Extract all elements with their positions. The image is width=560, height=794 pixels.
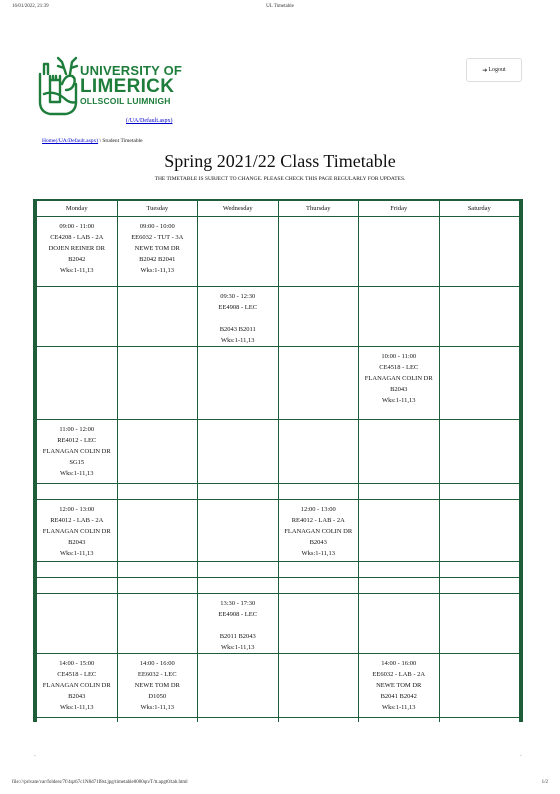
print-url: file:///private/var/folders/7f/4qz67c1N8d71f8st.jpg/timetable0000qn/T/tt.apgt0/tab.html — [12, 780, 188, 785]
class-slot-line: FLANAGAN COLIN DR — [284, 528, 353, 535]
table-row — [37, 562, 520, 578]
empty-slot — [439, 562, 520, 578]
day-header: Wednesday — [198, 201, 279, 217]
page-title: Spring 2021/22 Class Timetable — [164, 151, 396, 171]
logo-line3: OLLSCOIL LUIMNIGH — [80, 96, 171, 106]
class-slot-line: CE4518 - LEC — [57, 671, 97, 678]
logo-line1: UNIVERSITY OF — [80, 63, 183, 78]
day-header: Tuesday — [117, 201, 198, 217]
class-slot-line: NEWE TOM DR — [376, 682, 422, 689]
class-slot-line: 12:00 - 13:00 — [59, 506, 95, 513]
logo-line2: LIMERICK — [80, 76, 175, 97]
empty-slot — [37, 562, 118, 578]
table-row — [37, 578, 520, 594]
class-slot-line: NEWE TOM DR — [134, 682, 180, 689]
class-slot-line: Wks:1-11,13 — [381, 704, 416, 711]
empty-slot — [278, 562, 359, 578]
empty-slot — [359, 594, 440, 654]
empty-slot — [37, 594, 118, 654]
table-row — [37, 347, 520, 420]
day-header: Thursday — [278, 201, 359, 217]
class-slot-line: CE4518 - LEC — [379, 364, 419, 371]
breadcrumb-home-path-link[interactable]: (/UA/Default.aspx) — [55, 138, 99, 144]
class-slot-line — [198, 620, 278, 631]
class-slot-line: FLANAGAN COLIN DR — [42, 682, 111, 689]
logout-icon: ➔ — [482, 67, 488, 74]
timetable-header-row — [37, 201, 520, 217]
day-header: Monday — [37, 201, 118, 217]
empty-slot — [439, 484, 520, 500]
empty-slot — [198, 562, 279, 578]
breadcrumb-current: Student Timetable — [102, 138, 143, 144]
class-slot-line: FLANAGAN COLIN DR — [42, 448, 111, 455]
empty-slot — [198, 654, 279, 718]
empty-slot — [278, 484, 359, 500]
class-slot-line: DOJEN REINER DR — [48, 245, 105, 252]
class-slot-line: B2042 B2041 — [139, 256, 176, 263]
table-row — [37, 594, 520, 654]
empty-slot — [359, 578, 440, 594]
class-slot-line: 14:00 - 16:00 — [381, 660, 417, 667]
empty-slot — [37, 484, 118, 500]
university-logo[interactable] — [36, 50, 196, 118]
empty-slot — [439, 578, 520, 594]
class-slot-line: B2011 B2043 — [219, 633, 256, 640]
empty-slot — [439, 500, 520, 562]
class-slot-line: B2043 B2011 — [219, 326, 256, 333]
empty-slot — [278, 420, 359, 484]
empty-slot — [37, 718, 118, 723]
print-datetime: 16/01/2022, 21:39 — [12, 4, 49, 9]
page-edge-mark: - — [520, 754, 522, 759]
empty-slot — [278, 718, 359, 723]
empty-slot — [37, 287, 118, 347]
class-slot-line: 14:00 - 15:00 — [59, 660, 95, 667]
empty-slot — [278, 654, 359, 718]
ua-default-link[interactable]: (/UA/Default.aspx) — [126, 118, 173, 124]
empty-slot — [278, 217, 359, 287]
empty-slot — [439, 217, 520, 287]
table-row — [37, 217, 520, 287]
empty-slot — [439, 654, 520, 718]
breadcrumb-home-link[interactable]: Home — [42, 138, 56, 144]
empty-slot — [117, 562, 198, 578]
class-slot-line: RE4012 - LEC — [57, 437, 97, 444]
class-slot-line: FLANAGAN COLIN DR — [364, 375, 433, 382]
empty-slot — [278, 287, 359, 347]
class-slot-line: B2043 — [68, 693, 86, 700]
empty-slot — [198, 420, 279, 484]
class-slot-line: Wks:1-11,13 — [301, 550, 336, 557]
class-slot — [37, 654, 118, 718]
empty-slot — [359, 718, 440, 723]
class-slot-line: Wks:1-11,13 — [140, 704, 175, 711]
print-page-number: 1/2 — [541, 780, 548, 785]
logout-label: Logout — [488, 67, 506, 73]
class-slot-line: Wks:1-11,13 — [220, 337, 255, 344]
empty-slot — [117, 594, 198, 654]
class-slot — [359, 654, 440, 718]
table-row — [37, 654, 520, 718]
empty-slot — [117, 287, 198, 347]
class-slot-line: RE4012 - LAB - 2A — [291, 517, 345, 524]
class-slot-line: Wks:1-11,13 — [140, 267, 175, 274]
class-slot-line: 09:30 - 12:30 — [220, 293, 256, 300]
class-slot-line — [198, 313, 278, 324]
empty-slot — [359, 217, 440, 287]
empty-slot — [439, 420, 520, 484]
class-slot-line: B2043 — [309, 539, 327, 546]
empty-slot — [439, 347, 520, 420]
class-slot — [117, 654, 198, 718]
empty-slot — [198, 484, 279, 500]
class-slot — [198, 287, 279, 347]
empty-slot — [359, 420, 440, 484]
class-slot-line: 12:00 - 13:00 — [300, 506, 336, 513]
day-header: Friday — [359, 201, 440, 217]
empty-slot — [37, 347, 118, 420]
class-slot — [278, 500, 359, 562]
class-slot-line: Wks:1-11,13 — [381, 397, 416, 404]
logout-button[interactable] — [466, 58, 522, 82]
empty-slot — [198, 500, 279, 562]
class-slot-line: 13:30 - 17:30 — [220, 600, 256, 607]
class-slot-line: EE6032 - LAB - 2A — [372, 671, 426, 678]
class-slot — [37, 500, 118, 562]
class-slot-line: FLANAGAN COLIN DR — [42, 528, 111, 535]
empty-slot — [278, 594, 359, 654]
class-slot-line: 10:00 - 11:00 — [381, 353, 417, 360]
empty-slot — [198, 718, 279, 723]
empty-slot — [117, 578, 198, 594]
empty-slot — [439, 287, 520, 347]
print-header — [12, 4, 548, 14]
stag-castle-logo-icon — [36, 50, 80, 118]
class-slot-line: Wks:1-11,13 — [59, 267, 94, 274]
class-slot-line: SG15 — [69, 459, 85, 466]
class-slot-line: NEWE TOM DR — [134, 245, 180, 252]
empty-slot — [359, 500, 440, 562]
empty-slot — [359, 484, 440, 500]
class-slot-line: CE4208 - LAB - 2A — [50, 234, 104, 241]
empty-slot — [439, 718, 520, 723]
class-slot-line: 09:00 - 11:00 — [59, 223, 95, 230]
class-slot — [37, 217, 118, 287]
empty-slot — [117, 718, 198, 723]
class-slot-line: 09:00 - 10:00 — [139, 223, 175, 230]
table-row — [37, 718, 520, 723]
class-slot — [198, 594, 279, 654]
empty-slot — [37, 578, 118, 594]
class-slot-line: EE4908 - LEC — [218, 611, 258, 618]
logo-wordmark — [80, 64, 182, 106]
table-row — [37, 484, 520, 500]
empty-slot — [198, 578, 279, 594]
breadcrumb — [42, 138, 143, 144]
empty-slot — [198, 217, 279, 287]
class-slot-line: Wks:1-11,13 — [220, 644, 255, 651]
class-slot-line: 14:00 - 16:00 — [139, 660, 175, 667]
class-slot-line: B2043 — [390, 386, 408, 393]
empty-slot — [117, 347, 198, 420]
empty-slot — [278, 578, 359, 594]
class-slot-line: B2041 B2042 — [380, 693, 417, 700]
day-header: Saturday — [439, 201, 520, 217]
timetable — [36, 200, 520, 722]
table-row — [37, 420, 520, 484]
class-slot-line: EE6032 - LEC — [137, 671, 177, 678]
empty-slot — [359, 562, 440, 578]
class-slot-line: RE4012 - LAB - 2A — [50, 517, 104, 524]
breadcrumb-separator: \ — [98, 138, 103, 144]
table-row — [37, 287, 520, 347]
class-slot — [117, 217, 198, 287]
class-slot-line: EE6032 - TUT - 3A — [131, 234, 184, 241]
empty-slot — [278, 347, 359, 420]
class-slot — [359, 347, 440, 420]
table-row — [37, 500, 520, 562]
empty-slot — [359, 287, 440, 347]
class-slot-line: 11:00 - 12:00 — [59, 426, 95, 433]
print-title: UL Timetable — [266, 4, 294, 9]
timetable-notice: THE TIMETABLE IS SUBJECT TO CHANGE. PLEASE CHECK THIS PAGE REGULARLY FOR UPDATES. — [154, 176, 406, 182]
class-slot-line: Wks:1-11,13 — [59, 550, 94, 557]
empty-slot — [117, 484, 198, 500]
class-slot-line: EE4908 - LEC — [218, 304, 258, 311]
class-slot — [37, 420, 118, 484]
class-slot-line: B2042 — [68, 256, 86, 263]
class-slot-line: Wks:1-11,13 — [59, 704, 94, 711]
class-slot-line: B2043 — [68, 539, 86, 546]
empty-slot — [439, 594, 520, 654]
class-slot-line: Wks:1-11,13 — [59, 470, 94, 477]
timetable-container — [33, 199, 523, 722]
empty-slot — [198, 347, 279, 420]
empty-slot — [117, 500, 198, 562]
class-slot-line: D1050 — [148, 693, 167, 700]
page-edge-mark: - — [34, 754, 36, 759]
empty-slot — [117, 420, 198, 484]
